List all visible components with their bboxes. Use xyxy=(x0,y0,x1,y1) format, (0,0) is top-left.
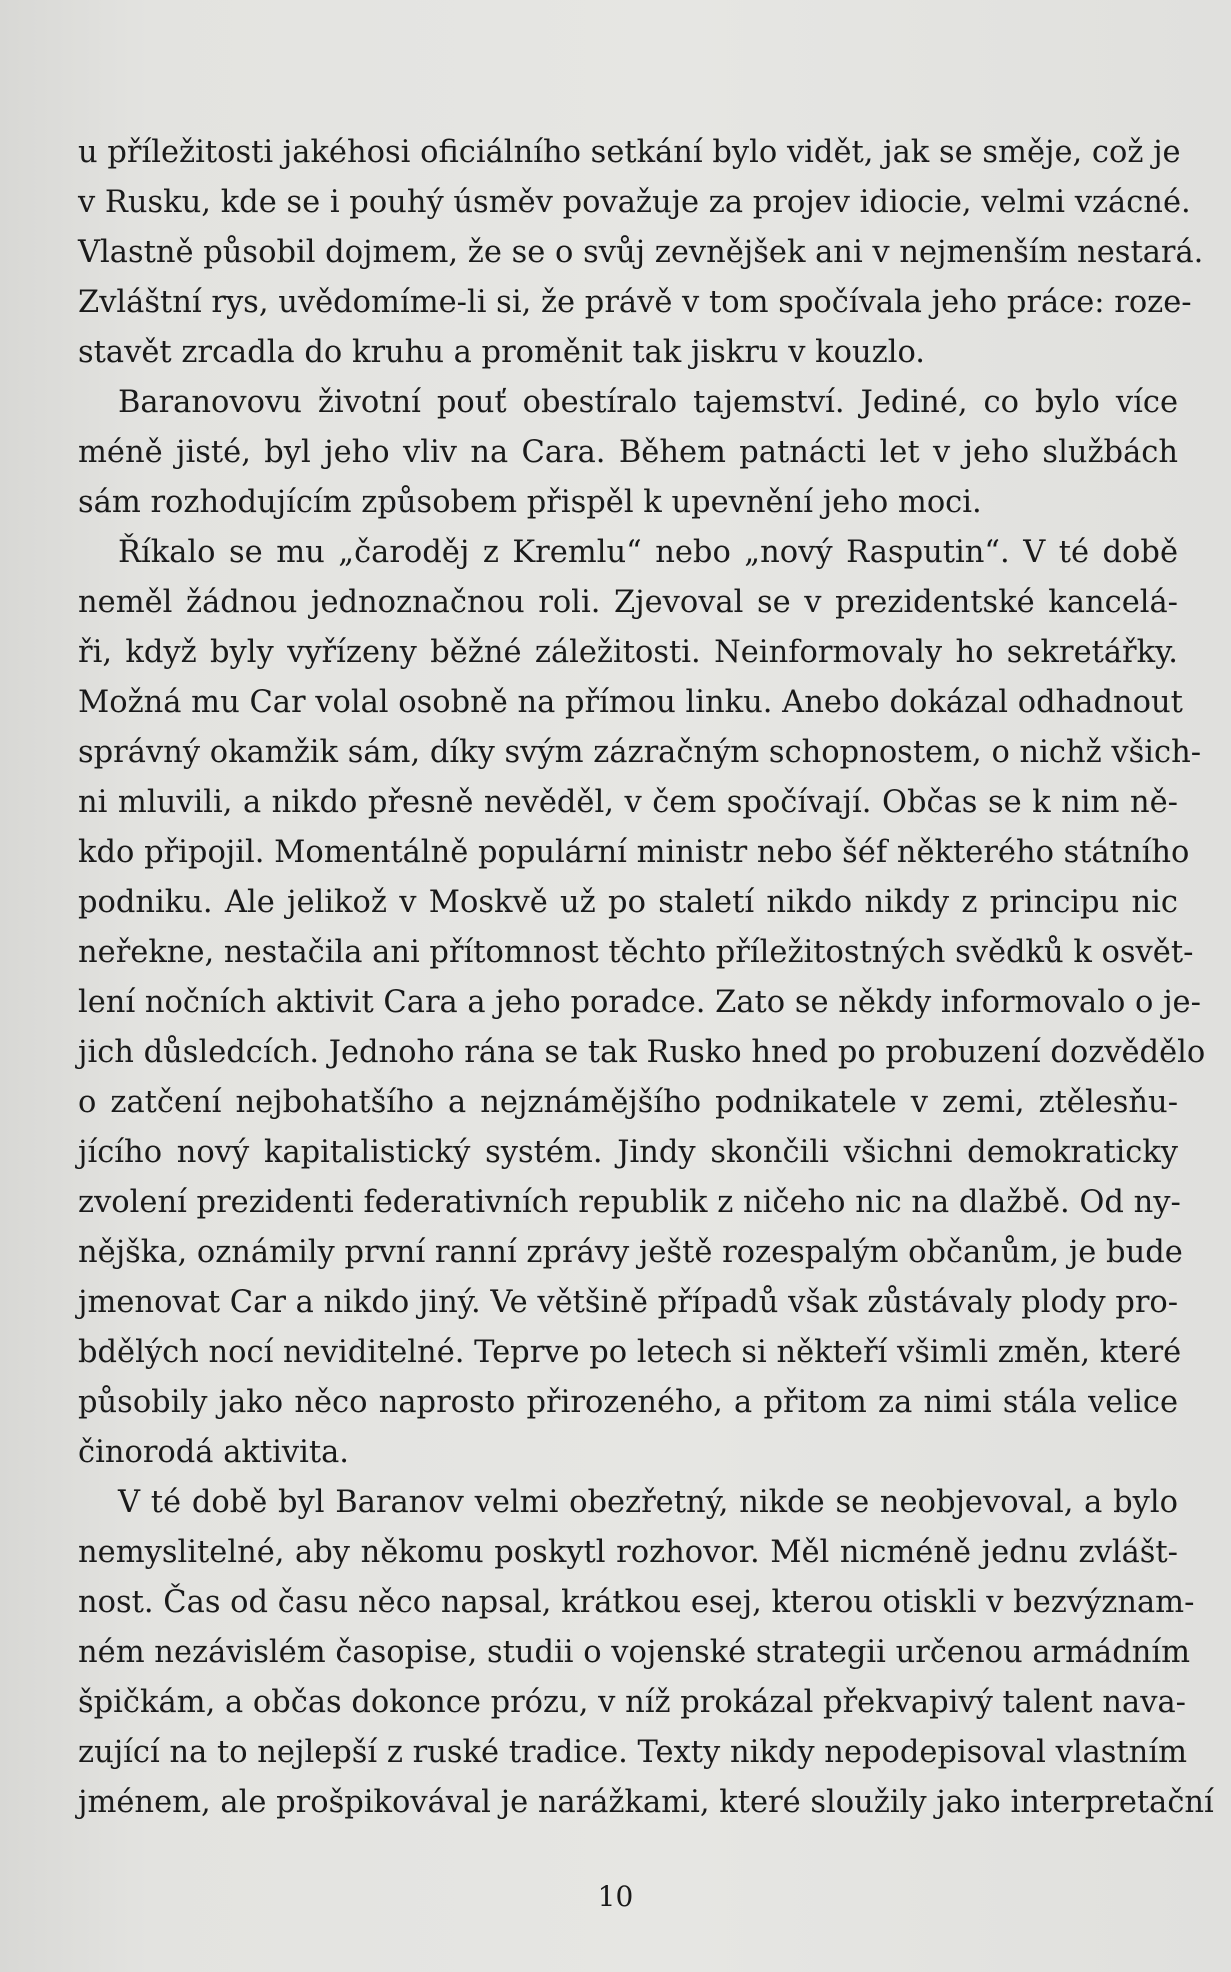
text-line: stavět zrcadla do kruhu a proměnit tak jiskru v kouzlo. xyxy=(78,335,925,370)
text-line: Vlastně působil dojmem, že se o svůj zevnějšek ani v nejmenším nestará. xyxy=(78,235,1204,270)
text-line: bdělých nocí neviditelné. Teprve po letech si někteří všimli změn, které xyxy=(78,1335,1182,1370)
text-line: podniku. Ale jelikož v Moskvě už po staletí nikdo nikdy z principu nic xyxy=(78,885,1178,920)
text-line: V té době byl Baranov velmi obezřetný, nikde se neobjevoval, a bylo xyxy=(118,1485,1178,1520)
text-line: působily jako něco naprosto přirozeného, a přitom za nimi stála velice xyxy=(78,1385,1178,1420)
text-line: zvolení prezidenti federativních republik z ničeho nic na dlažbě. Od ny- xyxy=(78,1185,1181,1220)
text-line: zující na to nejlepší z ruské tradice. Texty nikdy nepodepisoval vlastním xyxy=(78,1735,1188,1770)
text-line: Říkalo se mu „čaroděj z Kremlu“ nebo „nový Rasputin“. V té době xyxy=(118,535,1178,570)
text-line: v Rusku, kde se i pouhý úsměv považuje za projev idiocie, velmi vzácné. xyxy=(78,185,1191,220)
text-line: nemyslitelné, aby někomu poskytl rozhovor. Měl nicméně jednu zvlášt- xyxy=(78,1535,1178,1570)
body-text xyxy=(78,128,1214,1828)
text-line: lení nočních aktivit Cara a jeho poradce. Zato se někdy informovalo o je- xyxy=(78,985,1201,1020)
text-line: správný okamžik sám, díky svým zázračným schopnostem, o nichž všich- xyxy=(78,735,1202,770)
text-line: jménem, ale prošpikovával je narážkami, které sloužily jako interpretační xyxy=(78,1785,1214,1820)
text-line: špičkám, a občas dokonce prózu, v níž prokázal překvapivý talent nava- xyxy=(78,1685,1186,1720)
text-line: neřekne, nestačila ani přítomnost těchto příležitostných svědků k osvět- xyxy=(78,935,1194,970)
paragraph xyxy=(78,378,1178,528)
text-line: nost. Čas od času něco napsal, krátkou esej, kterou otiskli v bezvýznam- xyxy=(78,1585,1195,1620)
text-line: nějška, oznámily první ranní zprávy ještě rozespalým občanům, je bude xyxy=(78,1235,1183,1270)
text-line: ni mluvili, a nikdo přesně nevěděl, v čem spočívají. Občas se k nim ně- xyxy=(78,785,1178,820)
text-line: Zvláštní rys, uvědomíme-li si, že právě v tom spočívala jeho práce: roze- xyxy=(78,285,1192,320)
text-line: činorodá aktivita. xyxy=(78,1435,349,1470)
text-line: u příležitosti jakéhosi oficiálního setkání bylo vidět, jak se směje, což je xyxy=(78,135,1181,170)
paragraph xyxy=(78,1478,1214,1828)
text-line: jich důsledcích. Jednoho rána se tak Rusko hned po probuzení dozvědělo xyxy=(78,1035,1206,1070)
text-line: kdo připojil. Momentálně populární ministr nebo šéf některého státního xyxy=(78,835,1190,870)
page-number: 10 xyxy=(597,1880,634,1913)
text-line: méně jisté, byl jeho vliv na Cara. Během patnácti let v jeho službách xyxy=(78,435,1178,470)
text-line: jícího nový kapitalistický systém. Jindy skončili všichni demokraticky xyxy=(78,1135,1178,1170)
text-line: sám rozhodujícím způsobem přispěl k upevnění jeho moci. xyxy=(78,485,982,520)
text-line: Baranovovu životní pouť obestíralo tajemství. Jediné, co bylo více xyxy=(118,385,1178,420)
text-line: ři, když byly vyřízeny běžné záležitosti. Neinformovaly ho sekretářky. xyxy=(78,635,1178,670)
text-line: o zatčení nejbohatšího a nejznámějšího podnikatele v zemi, ztělesňu- xyxy=(78,1085,1178,1120)
text-line: jmenovat Car a nikdo jiný. Ve většině případů však zůstávaly plody pro- xyxy=(78,1285,1179,1320)
paragraph xyxy=(78,528,1206,1478)
text-line: neměl žádnou jednoznačnou roli. Zjevoval se v prezidentské kancelá- xyxy=(78,585,1178,620)
text-line: Možná mu Car volal osobně na přímou linku. Anebo dokázal odhadnout xyxy=(78,685,1183,720)
text-line: ném nezávislém časopise, studii o vojenské strategii určenou armádním xyxy=(78,1635,1191,1670)
paragraph xyxy=(78,128,1204,378)
